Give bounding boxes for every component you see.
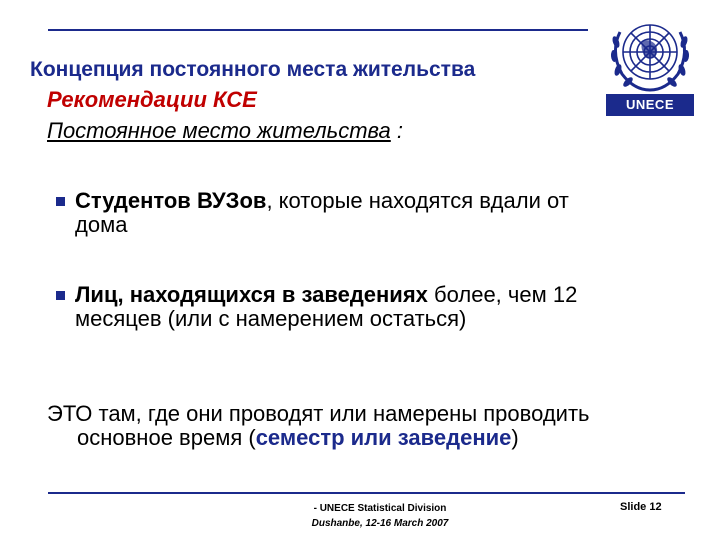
subtitle-residence-text: Постоянное место жительства bbox=[47, 118, 391, 143]
bullet-bold: Лиц, находящихся в заведениях bbox=[75, 282, 428, 307]
bottom-rule bbox=[48, 492, 685, 494]
subtitle-recommendations: Рекомендации КСЕ bbox=[47, 87, 257, 112]
subtitle-colon: : bbox=[396, 118, 404, 143]
top-rule bbox=[48, 29, 588, 31]
footer-source bbox=[280, 501, 480, 531]
footer-division: - UNECE Statistical Division bbox=[313, 503, 447, 514]
bullet-text bbox=[75, 283, 636, 331]
bullet-square-icon bbox=[56, 291, 65, 300]
paragraph-highlight: семестр или заведение bbox=[255, 425, 512, 450]
bullet-square-icon bbox=[56, 197, 65, 206]
bullet-bold: Студентов ВУЗов bbox=[75, 188, 267, 213]
bullet-item bbox=[56, 189, 616, 237]
bullet-rest: более, чем 12 месяцев (или с намерением остаться) bbox=[75, 282, 578, 331]
definition-paragraph bbox=[47, 402, 677, 450]
bullet-text bbox=[75, 189, 616, 237]
unece-label: UNECE bbox=[606, 94, 694, 116]
bullet-rest: , которые находятся вдали от дома bbox=[75, 188, 569, 237]
subtitle-residence bbox=[47, 118, 403, 144]
slide-title: Концепция постоянного места жительства bbox=[30, 58, 476, 81]
footer-dates: Dushanbe, 12-16 March 2007 bbox=[311, 518, 449, 529]
bullet-item bbox=[56, 283, 636, 331]
paragraph-text: ЭТО там, где они проводят или намерены проводить основное время ( bbox=[47, 401, 590, 450]
slide-number: Slide 12 bbox=[620, 501, 662, 513]
un-emblem-icon bbox=[602, 10, 698, 98]
paragraph-end: ) bbox=[511, 425, 519, 450]
